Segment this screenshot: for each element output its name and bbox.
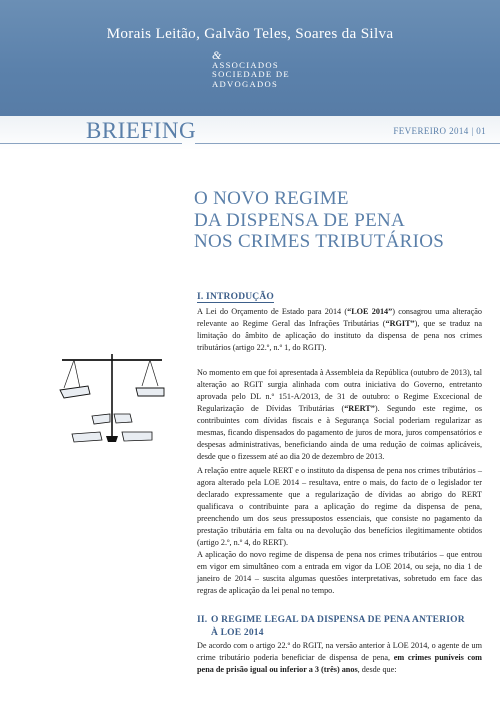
issue-date: FEVEREIRO 2014 | 01 xyxy=(393,126,486,136)
paragraph-5: De acordo com o artigo 22.º do RGIT, na versão anterior à LOE 2014, o agente de um crime tributário poderia beneficiar de dispensa de pena, em crimes puníveis com pena de prisão igual ou inferior a 3 (três) anos, desde que: xyxy=(197,641,482,674)
title-line-3: NOS CRIMES TRIBUTÁRIOS xyxy=(194,231,445,252)
header-banner xyxy=(0,0,500,116)
divider-right xyxy=(195,143,500,144)
briefing-label: BRIEFING xyxy=(86,118,197,143)
firm-name: Morais Leitão, Galvão Teles, Soares da Silva xyxy=(106,25,394,42)
document-title xyxy=(194,188,444,253)
section-2-number: II. xyxy=(197,615,208,625)
ampersand: & xyxy=(212,48,222,62)
section-heading-introducao: I. INTRODUÇÃO xyxy=(197,292,275,302)
assoc-line-2: SOCIEDADE DE xyxy=(212,69,290,80)
title-line-1: O NOVO REGIME xyxy=(194,188,349,209)
paragraph-2: No momento em que foi apresentada à Assembleia da República (outubro de 2013), tal alteração ao RGIT surgia alinhada com outra iniciativa do Governo, entretanto aprovada pelo DL n.º 151-A/2013, de 31 de outubro: o Regime Excecional de Regularização de Dívidas Tributárias (“RERT”). Segundo este regime, os contribuintes com dívidas fiscais e à Segurança Social poderiam regularizar as mesmas, ficando dispensados do pagamento de juros de mora, juros compensatórios e despesas administrativas, beneficiando ainda de uma redução de coimas aplicáveis, desde que o fizessem até ao dia 20 de dezembro de 2013. xyxy=(197,368,483,461)
section-2-line-1: O REGIME LEGAL DA DISPENSA DE PENA ANTERIOR xyxy=(211,615,465,625)
firm-subtitle xyxy=(212,48,290,89)
paragraph-4: A aplicação do novo regime de dispensa de pena nos crimes tributários – que entrou em vigor em simultâneo com a entrada em vigor da LOE 2014, ou seja, no dia 1 de janeiro de 2014 – suscita algumas questões interpretativas, sobretudo em face das regras de aplicação da lei penal no tempo. xyxy=(197,550,482,595)
scales-of-justice-illustration xyxy=(52,352,172,444)
paragraph-3: A relação entre aquele RERT e o instituto da dispensa de pena nos crimes tributários – agora alterado pela LOE 2014 – resultava, entre o mais, do facto de o legislador ter declarado expressamente que a regularização de dívidas ao abrigo do RERT qualificava o contribuinte para a aplicação do regime da dispensa de pena, preenchendo um dos seus pressupostos essenciais, que consiste no pagamento da prestação tributária em falta ou na devolução dos benefícios ilegitimamente obtidos (artigo 2.º, n.º 4, do RERT). xyxy=(197,466,482,547)
paragraph-1: A Lei do Orçamento de Estado para 2014 (“LOE 2014”) consagrou uma alteração relevante ao Regime Geral das Infrações Tributárias (“RGIT”), que se traduz na limitação do âmbito de aplicação do instituto da dispensa de pena nos crimes tributários (artigo 22.º, n.º 1, do RGIT). xyxy=(197,307,482,352)
assoc-line-3: ADVOGADOS xyxy=(212,78,279,89)
section-heading-regime-legal xyxy=(197,614,465,640)
assoc-line-1: ASSOCIADOS xyxy=(212,59,279,70)
title-line-2: DA DISPENSA DE PENA xyxy=(194,209,406,231)
divider-left xyxy=(0,143,182,144)
section-2-line-2: À LOE 2014 xyxy=(211,628,264,638)
